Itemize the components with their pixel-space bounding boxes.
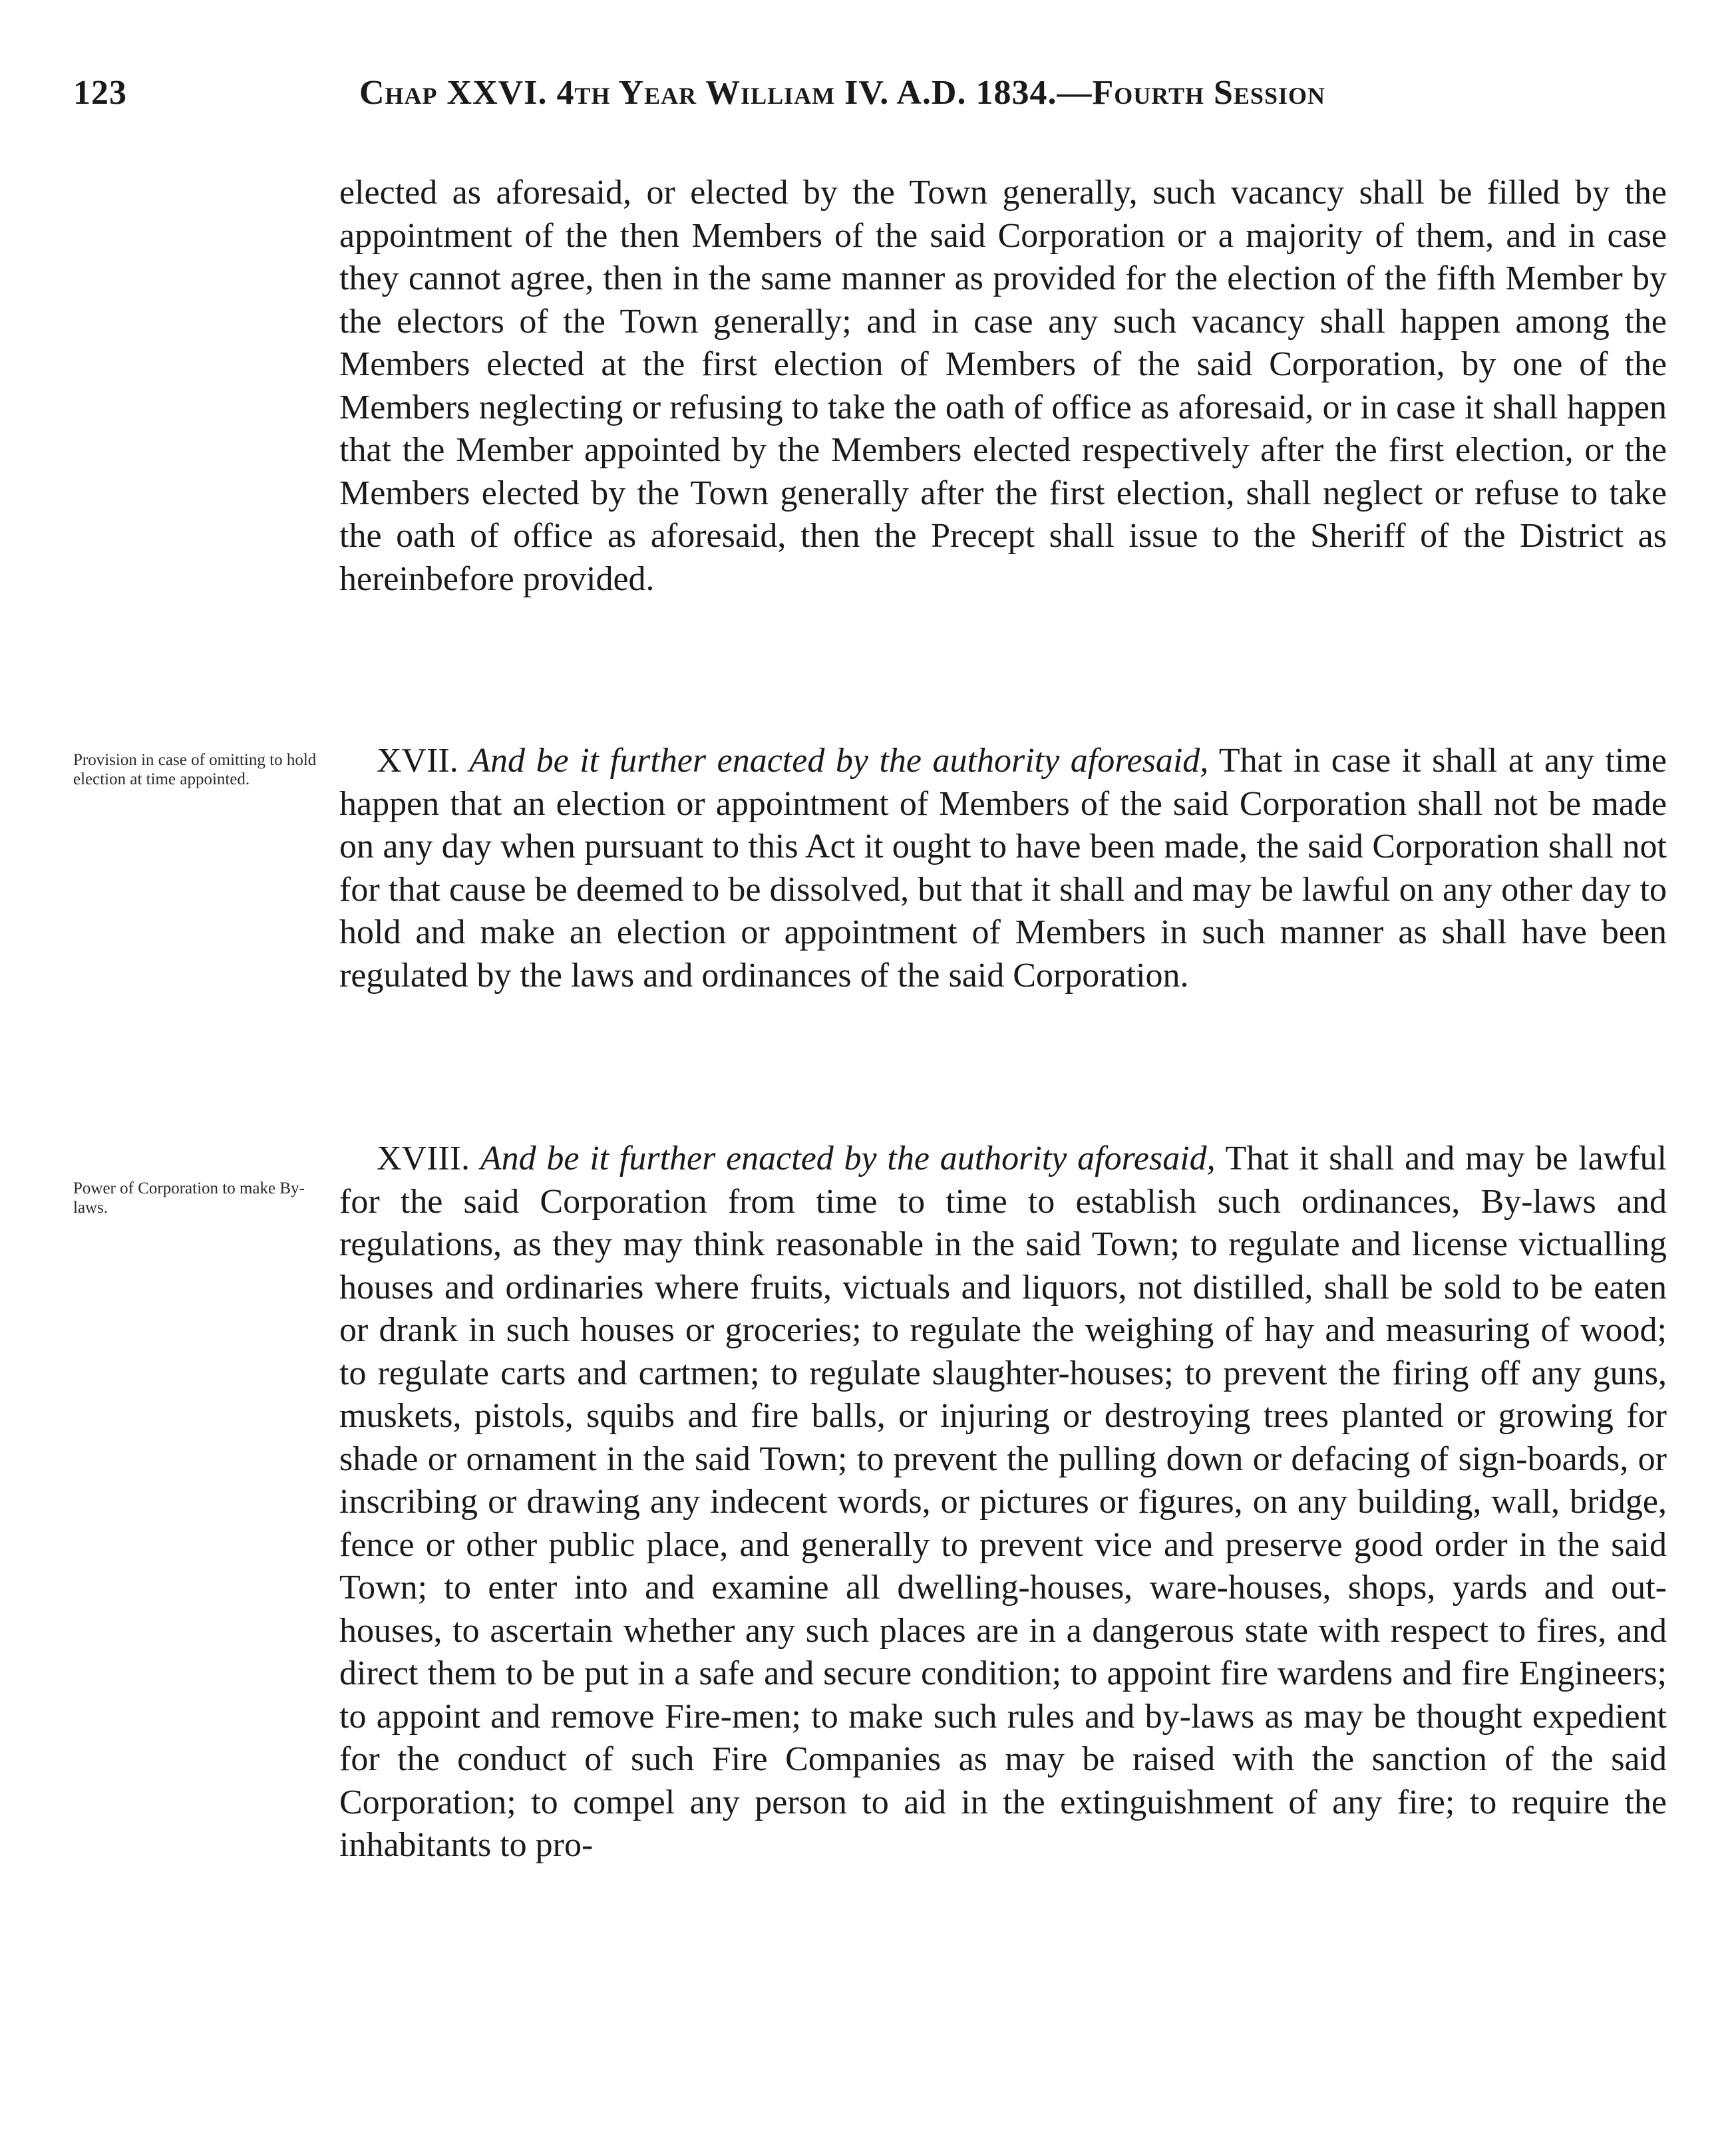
section-xvii-paragraph	[339, 740, 1667, 997]
section-xviii-paragraph	[339, 1138, 1667, 1867]
section-xviii-text: That it shall and may be lawful for the said Corporation from time to time to establish such ordinances, By-laws and regulations, as they may think reasonable in the said Town; to regulate and license victualling houses and ordinaries where fruits, victuals and liquors, not distilled, shall be sold to be eaten or drank in such houses or groceries; to regulate the weighing of hay and measuring of wood; to regulate carts and cartmen; to regulate slaughter-houses; to prevent the firing off any guns, muskets, pistols, squibs and fire balls, or injuring or destroying trees planted or growing for shade or ornament in the said Town; to prevent the pulling down or defacing of sign-boards, or inscribing or drawing any indecent words, or pictures or figures, on any building, wall, bridge, fence or other public place, and generally to prevent vice and preserve good order in the said Town; to enter into and examine all dwelling-houses, ware-houses, shops, yards and out-houses, to ascertain whether any such places are in a dangerous state with respect to fires, and direct them to be put in a safe and secure condition; to appoint fire wardens and fire Engineers; to appoint and remove Fire-men; to make such rules and by-laws as may be thought expedient for the conduct of such Fire Companies as may be raised with the sanction of the said Corporation; to compel any person to aid in the extinguishment of any fire; to require the inhabitants to pro-	[339, 1140, 1667, 1864]
side-note-provision-election: Provision in case of omitting to hold election at time appointed.	[73, 751, 317, 788]
section-xviii-number: XVIII.	[377, 1140, 470, 1177]
section-xvii	[339, 740, 1667, 997]
page-number: 123	[73, 74, 127, 112]
section-xviii-enacting-clause: And be it further enacted by the authority aforesaid,	[480, 1140, 1216, 1177]
running-head: Chap XXVI. 4th Year William IV. A.D. 1834.—Fourth Session	[359, 74, 1325, 112]
section-xvii-text: That in case it shall at any time happen that an election or appointment of Members of the said Corporation shall not be made on any day when pursuant to this Act it ought to have been made, the said Corporation shall not for that cause be deemed to be dissolved, but that it shall and may be lawful on any other day to hold and make an election or appointment of Members in such manner as shall have been regulated by the laws and ordinances of the said Corporation.	[339, 742, 1667, 995]
section-xviii	[339, 1138, 1667, 1867]
page-header	[73, 73, 1670, 126]
section-xvii-enacting-clause: And be it further enacted by the authority aforesaid,	[469, 742, 1209, 780]
section-continuation-text: elected as aforesaid, or elected by the Town generally, such vacancy shall be filled by the appointment of the then Members of the said Corporation or a majority of them, and in case they cannot agree, then in the same manner as provided for the election of the fifth Member by the electors of the Town generally; and in case any such vacancy shall happen among the Members elected at the first election of Members of the said Corporation, by one of the Members neglecting or refusing to take the oath of office as aforesaid, or in case it shall happen that the Member appointed by the Members elected respectively after the first election, or the Members elected by the Town generally after the first election, shall neglect or refuse to take the oath of office as aforesaid, then the Precept shall issue to the Sheriff of the District as hereinbefore provided.	[339, 174, 1667, 598]
section-continuation	[339, 172, 1667, 601]
section-xvii-number: XVII.	[377, 742, 458, 780]
side-note-by-laws: Power of Corporation to make By-laws.	[73, 1179, 305, 1217]
